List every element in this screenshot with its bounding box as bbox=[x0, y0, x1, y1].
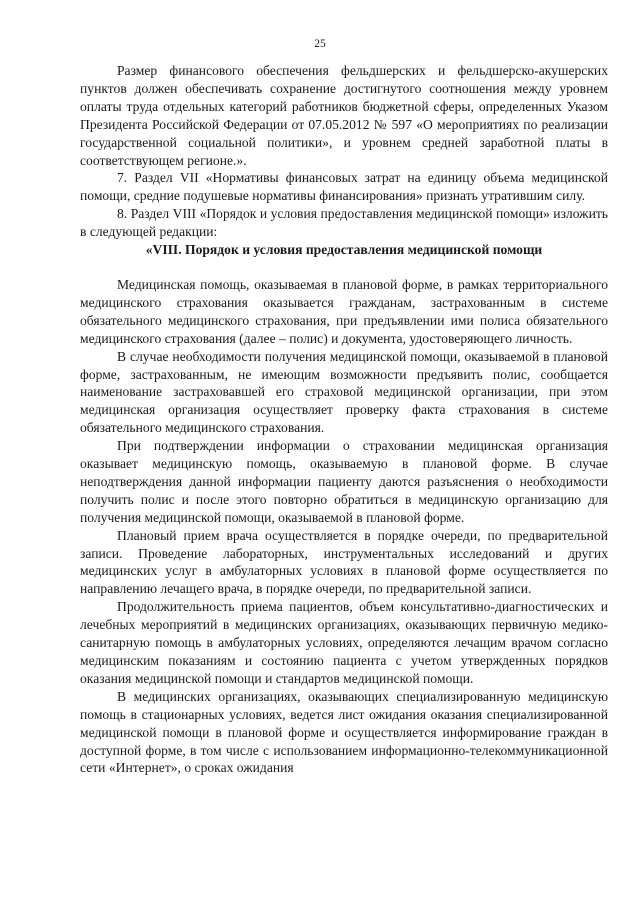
paragraph-appointment-duration: Продолжительность приема пациентов, объем консультативно-диагностических и лечебных мероприятий в медицинских организациях, оказывающих первичную медико-санитарную помощь в амбулаторных условиях, определяются лечащим врачом согласно медицинским показаниям и состоянию пациента с учетом утвержденных порядков оказания медицинской помощи и стандартов медицинской помощи. bbox=[80, 599, 608, 686]
paragraph-planned-appointment: Плановый прием врача осуществляется в порядке очереди, по предварительной записи. Проведение лабораторных, инструментальных исследований и других медицинских услуг в амбулаторных условиях в плановой форме осуществляется по направлению лечащего врача, в порядке очереди, по предварительной записи. bbox=[80, 527, 608, 597]
paragraph-no-policy: В случае необходимости получения медицинской помощи, оказываемой в плановой форме, застрахованным, не имеющим возможности предъявить полис, сообщается наименование застраховавшей его страховой медицинской организации, при этом медицинская организация осуществляет проверку факта страхования в системе обязательного медицинского страхования. bbox=[80, 348, 608, 436]
paragraph-waiting-list: В медицинских организациях, оказывающих специализированную медицинскую помощь в стационарных условиях, ведется лист ожидания оказания специализированной медицинской помощи в плановой форме и осуществляется информирование граждан в доступной форме, в том числе с использованием информационно-телекоммуникационной сети «Интернет», о сроках ожидания bbox=[80, 688, 608, 776]
page-body bbox=[80, 62, 608, 777]
paragraph-planned-care: Медицинская помощь, оказываемая в плановой форме, в рамках территориального медицинского страхования оказывается гражданам, застрахованным в системе обязательного медицинского страхования, при предъявлении ими полиса обязательного медицинского страхования (далее – полис) и документа, удостоверяющего личность. bbox=[80, 276, 608, 346]
paragraph-feldsher-funding: Размер финансового обеспечения фельдшерских и фельдшерско-акушерских пунктов должен обеспечивать сохранение достигнутого соотношения между уровнем оплаты труда отдельных категорий работников бюджетной сферы, определенных Указом Президента Российской Федерации от 07.05.2012 № 597 «О мероприятиях по реализации государственной социальной политики», и уровнем средней заработной платы в соответствующем регионе.». bbox=[80, 63, 608, 168]
paragraph-confirmation: При подтверждении информации о страховании медицинская организация оказывает медицинскую помощь, оказываемую в плановой форме. В случае неподтверждения данной информации пациенту даются разъяснения о необходимости получить полис и после этого повторно обратиться в медицинскую организацию для получения медицинской помощи, оказываемой в плановой форме. bbox=[80, 438, 608, 525]
page-number: 25 bbox=[314, 38, 326, 50]
paragraph-item-8: 8. Раздел VIII «Порядок и условия предоставления медицинской помощи» изложить в следующей редакции: bbox=[80, 206, 608, 240]
paragraph-item-7: 7. Раздел VII «Нормативы финансовых затрат на единицу объема медицинской помощи, средние подушевые нормативы финансирования» признать утратившим силу. bbox=[80, 170, 608, 204]
section-heading: «VIII. Порядок и условия предоставления медицинской помощи bbox=[145, 242, 543, 258]
